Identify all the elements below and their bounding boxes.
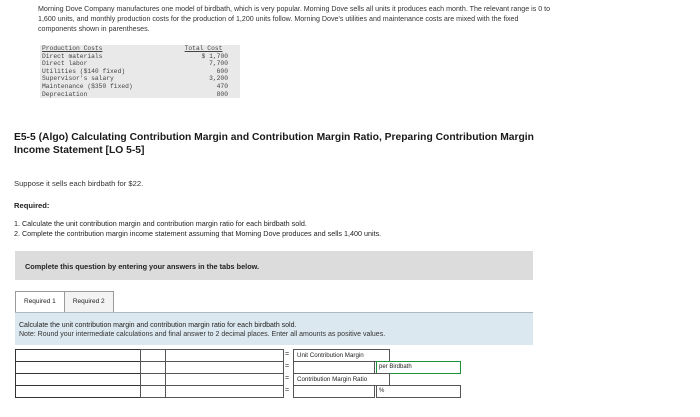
- contribution-margin-ratio-label: Contribution Margin Ratio: [293, 373, 390, 386]
- problem-intro: Morning Dove Company manufactures one model of birdbath, which is very popular. Morning Dove sells all units it produces each month. The relevant range is 0 to 1,600 units, and monthly production costs for the production of 1,200 units follow. Morning Dove's utilities and maintenance costs are mixed with the fixed components shown in parentheses.: [38, 5, 551, 33]
- cost-row: [40, 53, 240, 61]
- tab-instructions: [15, 312, 533, 345]
- required-label: Required:: [14, 201, 50, 210]
- cost-item: Direct materials: [42, 52, 103, 60]
- cost-row: [40, 68, 240, 76]
- cost-item: Utilities ($140 fixed): [42, 67, 126, 75]
- tab-required-2[interactable]: Required 2: [64, 291, 114, 313]
- cost-row: [40, 60, 240, 68]
- cost-item: Supervisor's salary: [42, 75, 114, 83]
- cost-value: 800: [216, 90, 228, 98]
- cost-row: [40, 75, 240, 83]
- calc-row: [15, 361, 533, 373]
- instruction-note: Note: Round your intermediate calculations and final answer to 2 decimal places. Enter all amounts as positive values.: [19, 331, 386, 338]
- equals-sign: =: [284, 351, 290, 358]
- contribution-margin-ratio-input[interactable]: [293, 385, 375, 398]
- instruction-banner: [15, 251, 533, 280]
- equals-sign: =: [284, 387, 290, 394]
- cost-item: Depreciation: [42, 90, 88, 98]
- cost-header-total: Total Cost: [184, 45, 223, 52]
- cost-table-header: [40, 45, 240, 53]
- cost-row: [40, 83, 240, 91]
- equals-sign: =: [284, 375, 290, 382]
- percent-unit: %: [376, 385, 461, 398]
- cost-value: $ 1,700: [201, 52, 228, 60]
- cost-header-label: Production Costs: [42, 45, 103, 52]
- cost-item: Maintenance ($350 fixed): [42, 82, 133, 90]
- cost-row: [40, 91, 240, 99]
- cost-item: Direct labor: [42, 60, 88, 68]
- cost-value: 470: [216, 82, 228, 90]
- requirements-list: [14, 219, 381, 239]
- calc-row: [15, 349, 533, 361]
- calc-input[interactable]: [165, 385, 284, 398]
- calc-row: [15, 373, 533, 385]
- calc-input[interactable]: [15, 385, 141, 398]
- equals-sign: =: [284, 363, 290, 370]
- tab-bar: [15, 291, 114, 312]
- calc-input[interactable]: [140, 385, 166, 398]
- requirement-item: 2. Complete the contribution margin income statement assuming that Morning Dove produces and sells 1,400 units.: [14, 229, 382, 238]
- suppose-text: Suppose it sells each birdbath for $22.: [14, 179, 144, 188]
- production-cost-table: [40, 45, 240, 98]
- cost-value: 7,700: [209, 60, 228, 68]
- per-birdbath-unit: per Birdbath: [376, 361, 461, 374]
- cost-value: 600: [216, 67, 228, 75]
- instruction-line: Calculate the unit contribution margin and contribution margin ratio for each birdbath sold.: [19, 322, 297, 329]
- calc-row: [15, 385, 533, 397]
- unit-contribution-margin-label: Unit Contribution Margin: [293, 349, 390, 362]
- complete-message: Complete this question by entering your answers in the tabs below.: [25, 262, 260, 271]
- exercise-heading: E5-5 (Algo) Calculating Contribution Margin and Contribution Margin Ratio, Preparing Contribution Margin Income Statement [LO 5-5]: [14, 132, 534, 156]
- cost-value: 3,200: [209, 75, 228, 83]
- requirement-item: 1. Calculate the unit contribution margin and contribution margin ratio for each birdbath sold.: [14, 219, 307, 228]
- tab-required-1[interactable]: Required 1: [15, 291, 65, 313]
